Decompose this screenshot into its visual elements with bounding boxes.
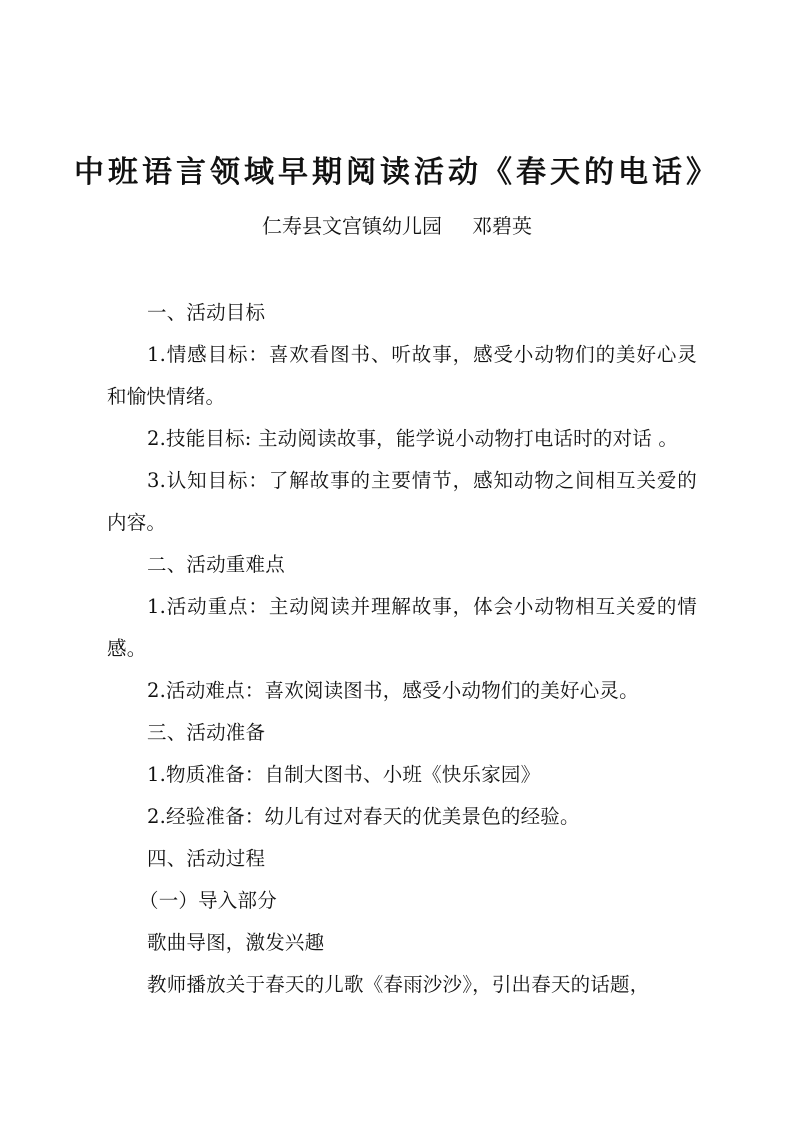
section-heading: 二、活动重难点 (147, 553, 285, 576)
document-body (107, 292, 697, 1006)
paragraph: 2.活动难点：喜欢阅读图书，感受小动物们的美好心灵。 (147, 679, 639, 702)
paragraph: 1.情感目标：喜欢看图书、听故事，感受小动物们的美好心灵和愉快情绪。 (107, 343, 697, 408)
paragraph: 2.经验准备：幼儿有过对春天的优美景色的经验。 (147, 805, 580, 828)
document-title: 中班语言领域早期阅读活动《春天的电话》 (74, 155, 720, 190)
paragraph: 3.认知目标：了解故事的主要情节，感知动物之间相互关爱的内容。 (107, 469, 697, 534)
document-byline (0, 210, 794, 239)
author-name: 邓碧英 (472, 214, 532, 238)
paragraph: 1.活动重点：主动阅读并理解故事，体会小动物相互关爱的情感。 (107, 595, 697, 660)
subsection-heading: （一）导入部分 (139, 889, 277, 912)
section-heading: 三、活动准备 (147, 721, 266, 744)
section-heading: 一、活动目标 (147, 301, 266, 324)
paragraph: 1.物质准备：自制大图书、小班《快乐家园》 (147, 763, 541, 786)
section-heading: 四、活动过程 (147, 847, 266, 870)
paragraph: 教师播放关于春天的儿歌《春雨沙沙》，引出春天的话题， (147, 973, 650, 996)
paragraph: 歌曲导图，激发兴趣 (147, 931, 325, 954)
author-unit: 仁寿县文宫镇幼儿园 (262, 214, 442, 238)
paragraph: 2.技能目标: 主动阅读故事，能学说小动物打电话时的对话 。 (147, 427, 679, 450)
